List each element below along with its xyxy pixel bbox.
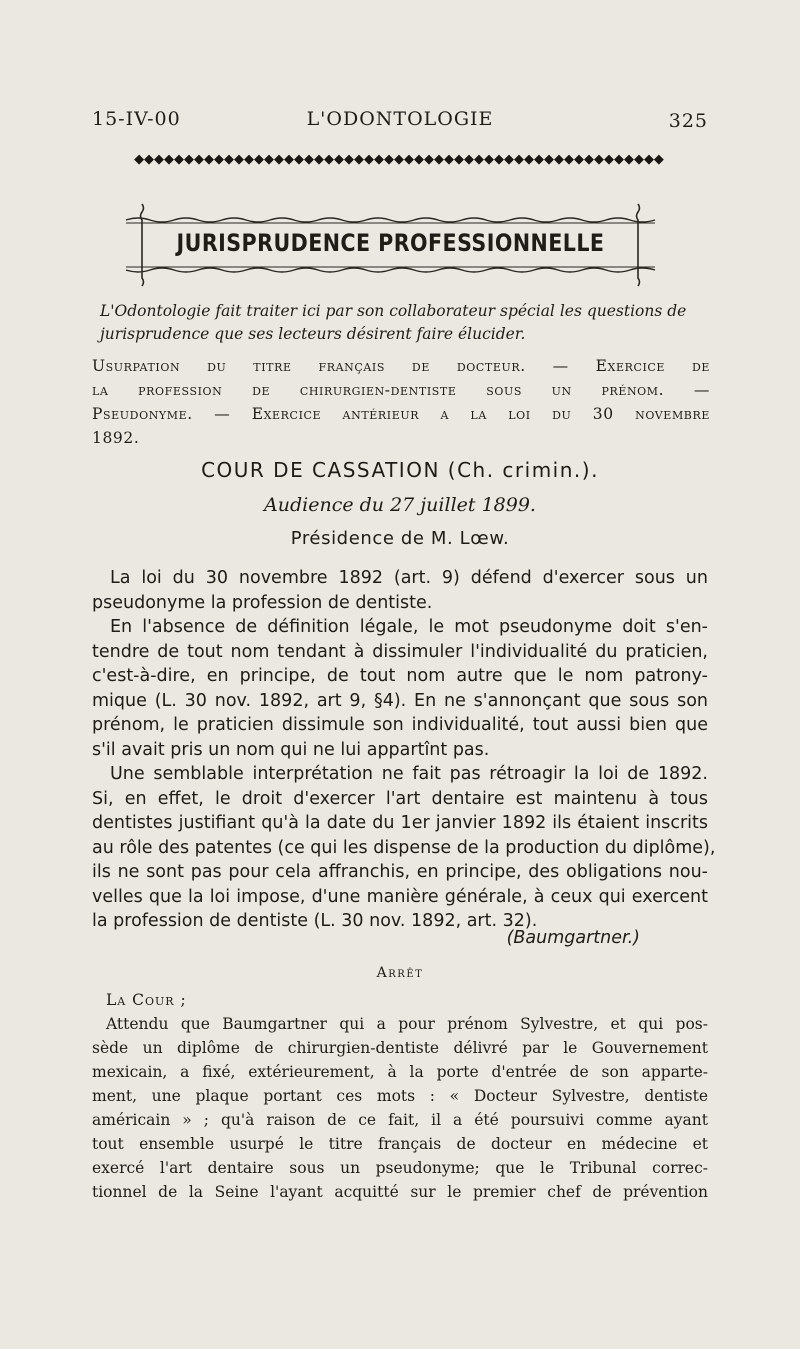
arret-heading: Arrêt xyxy=(376,965,424,981)
audience-date: Audience du 27 juillet 1899. xyxy=(264,494,536,516)
summary-line: pseudonyme la profession de dentiste. xyxy=(92,592,433,613)
summary-line: tendre de tout nom tendant à dissimuler l'individualité du praticien, xyxy=(92,641,708,662)
court-name: COUR DE CASSATION (Ch. crimin.). xyxy=(201,458,599,482)
running-head xyxy=(92,104,708,134)
summary-line: Si, en effet, le droit d'exercer l'art dentaire est maintenu à tous xyxy=(92,788,708,809)
arret-line: ment, une plaque portant ces mots : « Docteur Sylvestre, dentiste xyxy=(92,1087,708,1105)
arret-line: La Cour ; xyxy=(106,991,187,1009)
summary-line: dentistes justifiant qu'à la date du 1er janvier 1892 ils étaient inscrits xyxy=(92,813,708,833)
presidence: Présidence de M. Lœw. xyxy=(290,528,510,549)
summary-line: mique (L. 30 nov. 1892, art 9, §4). En ne s'annonçant que sous son xyxy=(92,690,708,711)
arret-line: sède un diplôme de chirurgien-dentiste délivré par le Gouvernement xyxy=(92,1039,708,1057)
summary-line: prénom, le praticien dissimule son individualité, tout aussi bien que xyxy=(92,715,708,735)
summary-line: velles que la loi impose, d'une manière générale, à ceux qui exercent xyxy=(92,886,708,907)
arret-line: tionnel de la Seine l'ayant acquitté sur le premier chef de prévention xyxy=(92,1183,708,1201)
intro-line: L'Odontologie fait traiter ici par son collaborateur spécial les questions de xyxy=(100,302,687,320)
arret-text xyxy=(92,988,708,1204)
issue-date: 15-IV-00 xyxy=(92,108,181,130)
page-number: 325 xyxy=(668,110,708,132)
section-title: JURISPRUDENCE PROFESSIONNELLE xyxy=(176,229,605,257)
summary-line: ils ne sont pas pour cela affranchis, en principe, des obligations nou- xyxy=(92,862,708,882)
headnote-line: Pseudonyme. — Exercice antérieur a la loi du 30 novembre xyxy=(92,405,710,423)
arret-line: tout ensemble usurpé le titre français de docteur en médecine et xyxy=(92,1135,708,1153)
headnote-line: la profession de chirurgien-dentiste sous un prénom. — xyxy=(92,381,710,399)
case-summary xyxy=(92,566,716,934)
headnote-line: 1892. xyxy=(92,429,140,447)
summary-line: au rôle des patentes (ce qui les dispense de la production du diplôme), xyxy=(92,837,716,858)
summary-line: s'il avait pris un nom qui ne lui appartînt pas. xyxy=(92,739,490,760)
diamond-ornament-rule: ◆◆◆◆◆◆◆◆◆◆◆◆◆◆◆◆◆◆◆◆◆◆◆◆◆◆◆◆◆◆◆◆◆◆◆◆◆◆◆◆◆◆◆◆◆◆◆◆◆◆◆◆◆ xyxy=(134,152,664,167)
section-title-frame xyxy=(118,200,663,290)
summary-line: La loi du 30 novembre 1892 (art. 9) défend d'exercer sous un xyxy=(110,568,708,588)
arret-line: Attendu que Baumgartner qui a pour prénom Sylvestre, et qui pos- xyxy=(106,1015,708,1033)
arret-line: mexicain, a fixé, extérieurement, à la porte d'entrée de son apparte- xyxy=(92,1063,708,1081)
headnote-line: Usurpation du titre français de docteur. — Exercice de xyxy=(92,357,710,375)
case-signature: (Baumgartner.) xyxy=(506,928,640,948)
case-headnote xyxy=(92,354,710,450)
summary-line: c'est-à-dire, en principe, de tout nom autre que le nom patrony- xyxy=(92,666,708,686)
intro-line: jurisprudence que ses lecteurs désirent faire élucider. xyxy=(100,325,526,343)
summary-line: En l'absence de définition légale, le mot pseudonyme doit s'en- xyxy=(110,617,708,637)
journal-title: L'ODONTOLOGIE xyxy=(306,108,494,130)
section-intro xyxy=(100,300,708,346)
summary-line: Une semblable interprétation ne fait pas rétroagir la loi de 1892. xyxy=(110,764,708,784)
summary-line: la profession de dentiste (L. 30 nov. 1892, art. 32). xyxy=(92,911,538,931)
arret-line: américain » ; qu'à raison de ce fait, il a été poursuivi comme ayant xyxy=(92,1111,708,1129)
arret-line: exercé l'art dentaire sous un pseudonyme; que le Tribunal correc- xyxy=(92,1159,708,1177)
